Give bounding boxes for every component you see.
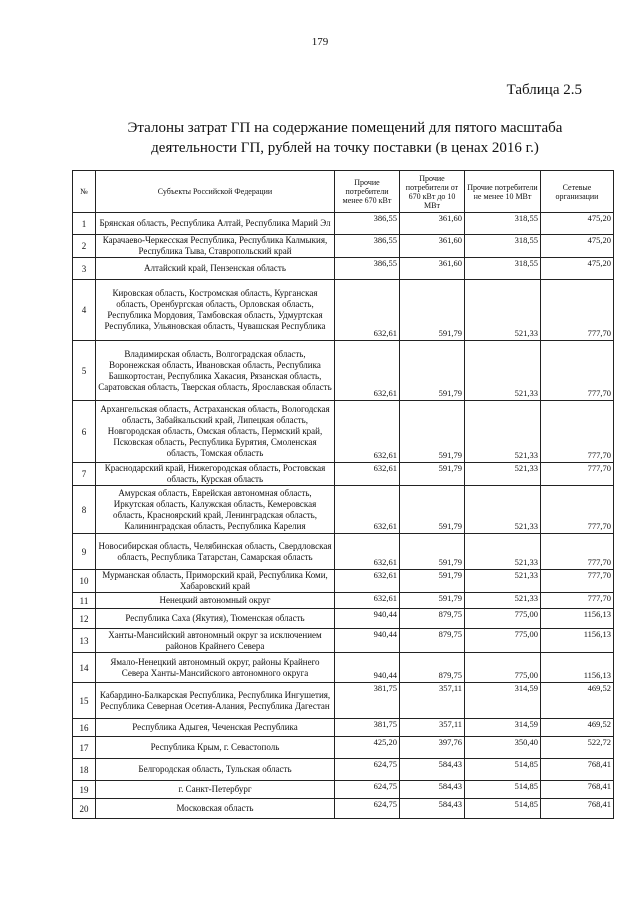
value-col1: 632,61 bbox=[335, 463, 400, 486]
header-col1: Прочие потребители менее 670 кВт bbox=[335, 171, 400, 213]
value-col4: 777,70 bbox=[541, 341, 614, 401]
value-col3: 521,33 bbox=[465, 570, 541, 593]
value-col2: 879,75 bbox=[400, 653, 465, 683]
value-col4: 777,70 bbox=[541, 463, 614, 486]
row-number: 13 bbox=[73, 629, 96, 653]
region-cell: Алтайский край, Пензенская область bbox=[96, 258, 335, 280]
page-number: 179 bbox=[311, 36, 329, 48]
value-col3: 314,59 bbox=[465, 683, 541, 719]
value-col4: 475,20 bbox=[541, 235, 614, 258]
table-row bbox=[73, 609, 614, 629]
row-number: 18 bbox=[73, 759, 96, 781]
header-col2: Прочие потребители от 670 кВт до 10 МВт bbox=[400, 171, 465, 213]
value-col1: 386,55 bbox=[335, 235, 400, 258]
table-row bbox=[73, 799, 614, 819]
value-col2: 591,79 bbox=[400, 534, 465, 570]
row-number: 5 bbox=[73, 341, 96, 401]
value-col3: 521,33 bbox=[465, 486, 541, 534]
value-col2: 591,79 bbox=[400, 341, 465, 401]
region-cell: Краснодарский край, Нижегородская область, Ростовская область, Курская область bbox=[96, 463, 335, 486]
header-col4: Сетевые организации bbox=[541, 171, 614, 213]
row-number: 4 bbox=[73, 280, 96, 341]
value-col2: 397,76 bbox=[400, 737, 465, 759]
row-number: 17 bbox=[73, 737, 96, 759]
value-col4: 522,72 bbox=[541, 737, 614, 759]
value-col1: 624,75 bbox=[335, 799, 400, 819]
value-col2: 584,43 bbox=[400, 781, 465, 799]
table-row bbox=[73, 759, 614, 781]
row-number: 1 bbox=[73, 213, 96, 235]
region-cell: Ханты-Мансийский автономный округ за исключением районов Крайнего Севера bbox=[96, 629, 335, 653]
value-col1: 632,61 bbox=[335, 593, 400, 609]
region-cell: Мурманская область, Приморский край, Республика Коми, Хабаровский край bbox=[96, 570, 335, 593]
table-row bbox=[73, 463, 614, 486]
value-col3: 775,00 bbox=[465, 609, 541, 629]
value-col4: 777,70 bbox=[541, 593, 614, 609]
cost-standards-table bbox=[72, 170, 614, 819]
value-col4: 777,70 bbox=[541, 534, 614, 570]
value-col4: 777,70 bbox=[541, 486, 614, 534]
header-num: № bbox=[73, 171, 96, 213]
value-col2: 591,79 bbox=[400, 486, 465, 534]
table-row bbox=[73, 719, 614, 737]
value-col3: 775,00 bbox=[465, 629, 541, 653]
row-number: 2 bbox=[73, 235, 96, 258]
region-cell: Карачаево-Черкесская Республика, Республика Калмыкия, Республика Тыва, Ставропольский край bbox=[96, 235, 335, 258]
value-col1: 632,61 bbox=[335, 570, 400, 593]
value-col4: 768,41 bbox=[541, 781, 614, 799]
title-line-1: Эталоны затрат ГП на содержание помещений для пятого масштаба bbox=[127, 120, 563, 136]
table-row bbox=[73, 213, 614, 235]
row-number: 9 bbox=[73, 534, 96, 570]
header-subject: Субъекты Российской Федерации bbox=[96, 171, 335, 213]
table-row bbox=[73, 534, 614, 570]
value-col3: 318,55 bbox=[465, 235, 541, 258]
region-cell: Новосибирская область, Челябинская область, Свердловская область, Республика Татарстан, Самарская область bbox=[96, 534, 335, 570]
value-col2: 879,75 bbox=[400, 629, 465, 653]
value-col4: 475,20 bbox=[541, 213, 614, 235]
row-number: 3 bbox=[73, 258, 96, 280]
value-col1: 381,75 bbox=[335, 719, 400, 737]
value-col3: 775,00 bbox=[465, 653, 541, 683]
region-cell: Республика Крым, г. Севастополь bbox=[96, 737, 335, 759]
table-row bbox=[73, 781, 614, 799]
value-col1: 624,75 bbox=[335, 759, 400, 781]
row-number: 10 bbox=[73, 570, 96, 593]
value-col3: 314,59 bbox=[465, 719, 541, 737]
region-cell: Московская область bbox=[96, 799, 335, 819]
value-col3: 318,55 bbox=[465, 258, 541, 280]
value-col4: 777,70 bbox=[541, 570, 614, 593]
row-number: 15 bbox=[73, 683, 96, 719]
row-number: 20 bbox=[73, 799, 96, 819]
value-col2: 879,75 bbox=[400, 609, 465, 629]
table-row bbox=[73, 653, 614, 683]
value-col1: 632,61 bbox=[335, 341, 400, 401]
value-col3: 350,40 bbox=[465, 737, 541, 759]
value-col3: 514,85 bbox=[465, 799, 541, 819]
value-col2: 591,79 bbox=[400, 570, 465, 593]
region-cell: Республика Адыгея, Чеченская Республика bbox=[96, 719, 335, 737]
region-cell: Республика Саха (Якутия), Тюменская область bbox=[96, 609, 335, 629]
value-col1: 632,61 bbox=[335, 401, 400, 463]
region-cell: Ненецкий автономный округ bbox=[96, 593, 335, 609]
value-col3: 514,85 bbox=[465, 781, 541, 799]
value-col2: 591,79 bbox=[400, 463, 465, 486]
region-cell: Владимирская область, Волгоградская область, Воронежская область, Ивановская область, Республика Башкортостан, Республика Хакасия, Рязанская область, Саратовская область, Тверская область, Ярославская область bbox=[96, 341, 335, 401]
value-col1: 940,44 bbox=[335, 653, 400, 683]
table-row bbox=[73, 401, 614, 463]
region-cell: Кабардино-Балкарская Республика, Республика Ингушетия, Республика Северная Осетия-Алания, Республика Дагестан bbox=[96, 683, 335, 719]
region-cell: Амурская область, Еврейская автономная область, Иркутская область, Калужская область, Кемеровская область, Красноярский край, Ленинградская область, Калининградская область, Республика Карелия bbox=[96, 486, 335, 534]
value-col1: 386,55 bbox=[335, 258, 400, 280]
value-col4: 475,20 bbox=[541, 258, 614, 280]
value-col4: 1156,13 bbox=[541, 609, 614, 629]
value-col3: 521,33 bbox=[465, 280, 541, 341]
region-cell: Белгородская область, Тульская область bbox=[96, 759, 335, 781]
region-cell: г. Санкт-Петербург bbox=[96, 781, 335, 799]
value-col3: 521,33 bbox=[465, 401, 541, 463]
row-number: 8 bbox=[73, 486, 96, 534]
row-number: 16 bbox=[73, 719, 96, 737]
value-col3: 521,33 bbox=[465, 534, 541, 570]
table-label: Таблица 2.5 bbox=[506, 82, 582, 98]
region-cell: Брянская область, Республика Алтай, Республика Марий Эл bbox=[96, 213, 335, 235]
value-col1: 425,20 bbox=[335, 737, 400, 759]
value-col1: 381,75 bbox=[335, 683, 400, 719]
table-row bbox=[73, 683, 614, 719]
table-row bbox=[73, 235, 614, 258]
value-col4: 777,70 bbox=[541, 401, 614, 463]
table-row bbox=[73, 486, 614, 534]
table-row bbox=[73, 258, 614, 280]
value-col4: 777,70 bbox=[541, 280, 614, 341]
value-col1: 940,44 bbox=[335, 629, 400, 653]
value-col4: 1156,13 bbox=[541, 629, 614, 653]
value-col2: 591,79 bbox=[400, 280, 465, 341]
value-col1: 624,75 bbox=[335, 781, 400, 799]
value-col2: 584,43 bbox=[400, 759, 465, 781]
table-row bbox=[73, 593, 614, 609]
value-col1: 632,61 bbox=[335, 486, 400, 534]
value-col2: 357,11 bbox=[400, 683, 465, 719]
value-col4: 469,52 bbox=[541, 719, 614, 737]
value-col3: 521,33 bbox=[465, 463, 541, 486]
region-cell: Кировская область, Костромская область, Курганская область, Оренбургская область, Орловская область, Республика Мордовия, Тамбовская область, Удмуртская Республика, Ульяновская область, Чувашская Республика bbox=[96, 280, 335, 341]
value-col2: 591,79 bbox=[400, 593, 465, 609]
row-number: 12 bbox=[73, 609, 96, 629]
table-header-row bbox=[73, 171, 614, 213]
row-number: 6 bbox=[73, 401, 96, 463]
value-col2: 357,11 bbox=[400, 719, 465, 737]
value-col3: 514,85 bbox=[465, 759, 541, 781]
value-col4: 469,52 bbox=[541, 683, 614, 719]
value-col4: 768,41 bbox=[541, 759, 614, 781]
header-col3: Прочие потребители не менее 10 МВт bbox=[465, 171, 541, 213]
region-cell: Архангельская область, Астраханская область, Вологодская область, Забайкальский край, Липецкая область, Новгородская область, Омская область, Пермский край, Псковская область, Республика Бурятия, Смоленская область, Томская область bbox=[96, 401, 335, 463]
value-col1: 386,55 bbox=[335, 213, 400, 235]
table-row bbox=[73, 570, 614, 593]
value-col3: 521,33 bbox=[465, 341, 541, 401]
value-col2: 361,60 bbox=[400, 213, 465, 235]
value-col1: 940,44 bbox=[335, 609, 400, 629]
table-row bbox=[73, 341, 614, 401]
row-number: 11 bbox=[73, 593, 96, 609]
row-number: 7 bbox=[73, 463, 96, 486]
table-row bbox=[73, 737, 614, 759]
value-col4: 768,41 bbox=[541, 799, 614, 819]
value-col3: 318,55 bbox=[465, 213, 541, 235]
table-row bbox=[73, 629, 614, 653]
value-col2: 361,60 bbox=[400, 258, 465, 280]
title-line-2: деятельности ГП, рублей на точку поставки (в ценах 2016 г.) bbox=[151, 140, 539, 156]
region-cell: Ямало-Ненецкий автономный округ, районы Крайнего Севера Ханты-Мансийского автономного округа bbox=[96, 653, 335, 683]
value-col2: 591,79 bbox=[400, 401, 465, 463]
value-col3: 521,33 bbox=[465, 593, 541, 609]
value-col2: 584,43 bbox=[400, 799, 465, 819]
row-number: 19 bbox=[73, 781, 96, 799]
table-body bbox=[73, 213, 614, 819]
row-number: 14 bbox=[73, 653, 96, 683]
table-row bbox=[73, 280, 614, 341]
value-col1: 632,61 bbox=[335, 280, 400, 341]
value-col2: 361,60 bbox=[400, 235, 465, 258]
value-col4: 1156,13 bbox=[541, 653, 614, 683]
document-title bbox=[90, 118, 600, 158]
value-col1: 632,61 bbox=[335, 534, 400, 570]
